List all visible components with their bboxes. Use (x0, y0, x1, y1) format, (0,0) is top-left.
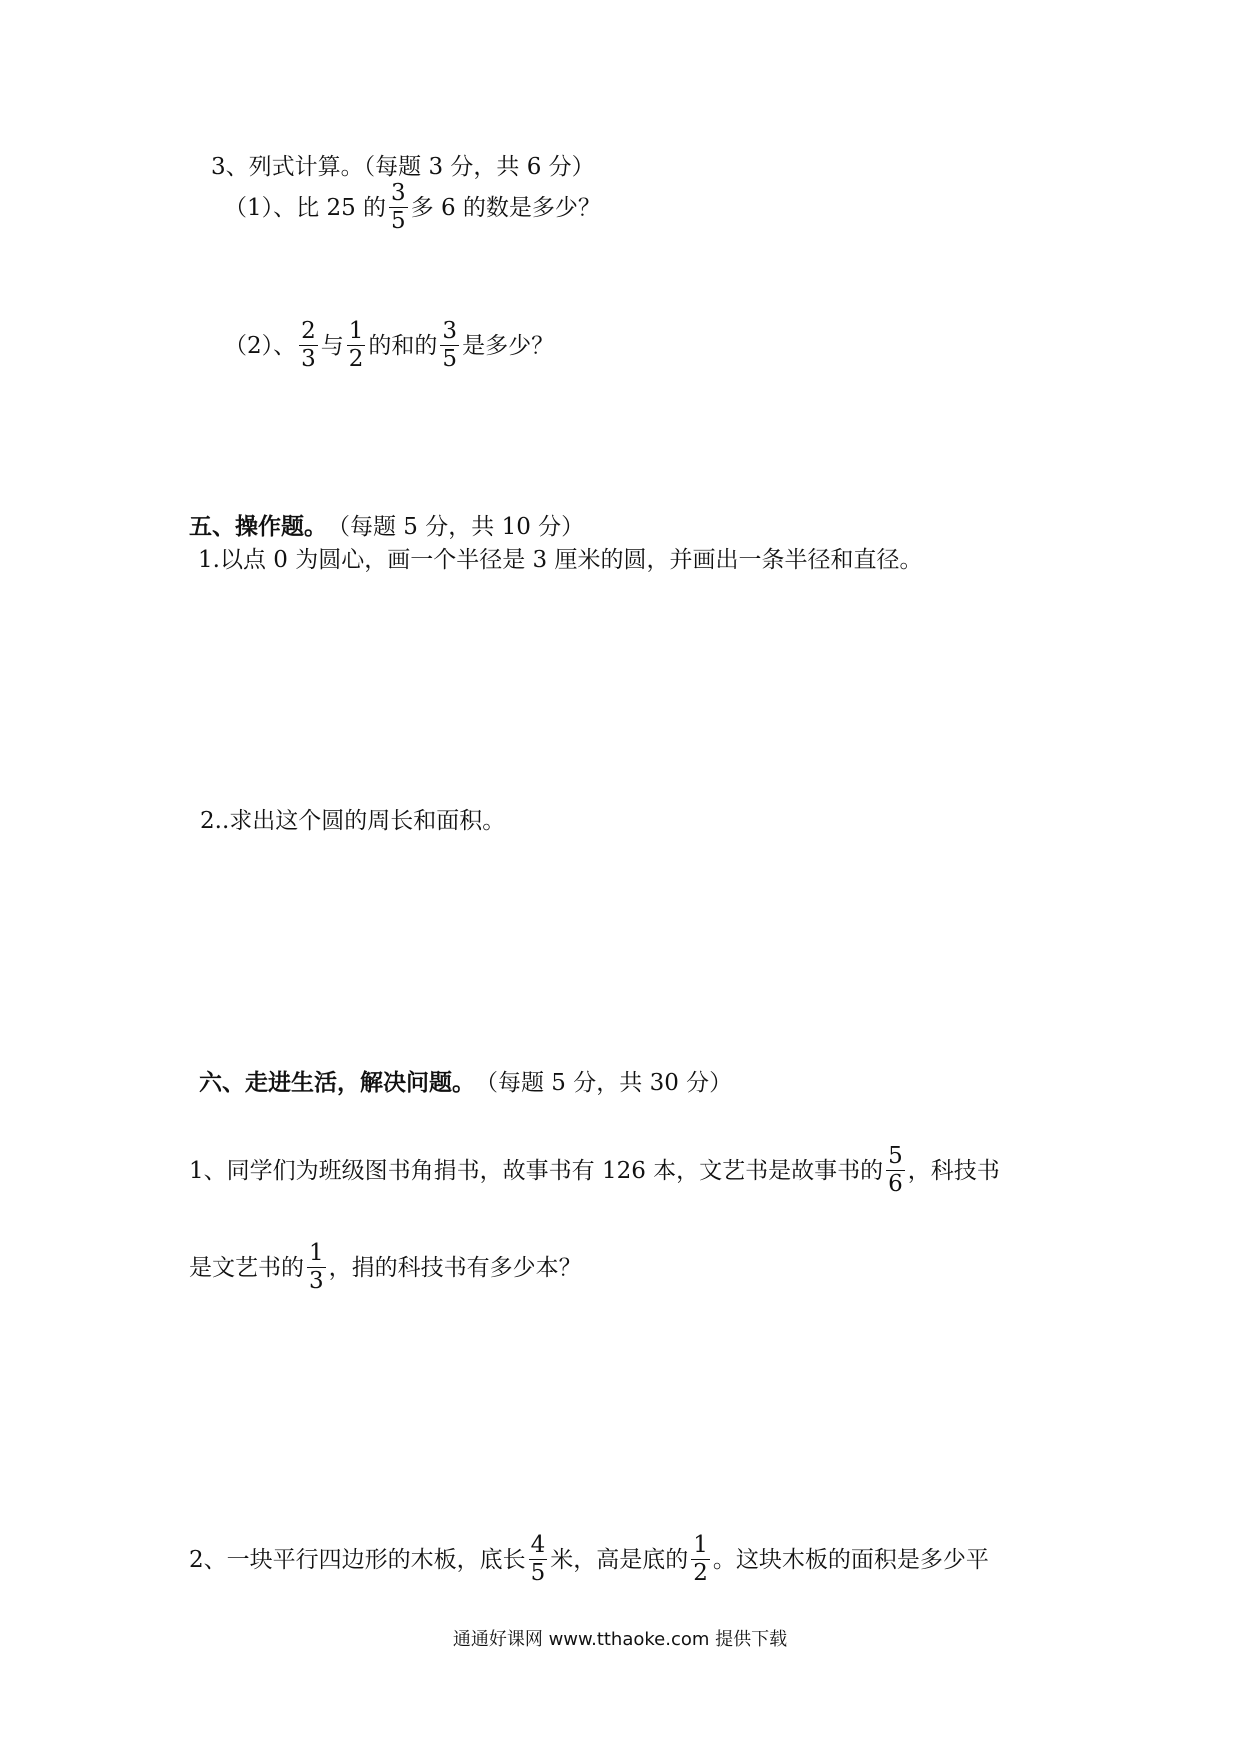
section-5-item-1 (198, 545, 922, 575)
fraction-denominator: 5 (530, 1560, 546, 1586)
section-5-heading (189, 512, 584, 542)
fraction-numerator: 3 (391, 180, 406, 206)
section-5-title: 五、操作题。 (189, 513, 327, 540)
section-6-title: 六、走进生活，解决问题。 (199, 1069, 475, 1096)
problem-2-suffix: 。这块木板的面积是多少平 (712, 1546, 989, 1573)
section-5-item-2 (200, 806, 505, 836)
problem-2 (189, 1532, 989, 1587)
section-6-heading (199, 1068, 732, 1098)
page-footer (0, 1625, 1240, 1651)
fraction (389, 180, 408, 235)
fraction-denominator: 2 (693, 1560, 708, 1586)
problem-1-line-1-suffix: ，科技书 (907, 1157, 1000, 1184)
fraction-numerator: 1 (693, 1532, 708, 1558)
problem-1-line-2-suffix: ，捐的科技书有多少本？ (328, 1254, 582, 1281)
fraction (299, 318, 318, 373)
fraction-denominator: 5 (391, 208, 406, 234)
q3-item-1-suffix: 多 6 的数是多少？ (410, 194, 601, 221)
problem-1-line-2 (189, 1240, 582, 1295)
fraction-numerator: 3 (442, 318, 458, 344)
fraction-numerator: 4 (530, 1532, 546, 1558)
footer-text: 通通好课网 www.tthaoke.com 提供下载 (452, 1629, 788, 1650)
problem-1-line-1 (189, 1143, 1000, 1198)
fraction-numerator: 5 (888, 1143, 903, 1169)
q3-title (211, 152, 595, 182)
fraction (440, 318, 459, 373)
fraction-denominator: 2 (348, 346, 364, 372)
fraction (347, 318, 366, 373)
problem-1-line-2-prefix: 是文艺书的 (189, 1254, 304, 1281)
fraction-denominator: 3 (309, 1268, 324, 1294)
q3-item-2-suffix: 是多少？ (462, 332, 555, 359)
q3-item-2 (224, 318, 554, 373)
fraction (529, 1532, 548, 1587)
section-5-item-1-text: 1.以点 0 为圆心，画一个半径是 3 厘米的圆，并画出一条半径和直径。 (198, 547, 923, 573)
fraction-denominator: 5 (442, 346, 458, 372)
problem-2-mid: 米，高是底的 (550, 1546, 689, 1573)
fraction-denominator: 3 (301, 346, 316, 372)
fraction-numerator: 1 (309, 1240, 324, 1266)
section-6-score: （每题 5 分，共 30 分） (475, 1070, 733, 1096)
q3-item-1 (224, 180, 601, 235)
q3-item-2-mid2: 的和的 (368, 332, 438, 359)
fraction (691, 1532, 710, 1587)
q3-item-2-prefix: （2）、 (224, 332, 297, 359)
fraction-numerator: 2 (301, 318, 316, 344)
problem-1-line-1-prefix: 1、同学们为班级图书角捐书，故事书有 126 本，文艺书是故事书的 (189, 1157, 884, 1184)
fraction (886, 1143, 905, 1198)
q3-item-2-mid1: 与 (320, 332, 344, 359)
q3-item-1-prefix: （1）、比 25 的 (224, 194, 387, 221)
section-5-item-2-text: 2..求出这个圆的周长和面积。 (200, 808, 506, 834)
fraction-numerator: 1 (348, 318, 364, 344)
fraction (307, 1240, 326, 1295)
section-5-score: （每题 5 分，共 10 分） (327, 514, 585, 540)
problem-2-prefix: 2、一块平行四边形的木板，底长 (189, 1546, 526, 1573)
q3-title-text: 3、列式计算。（每题 3 分，共 6 分） (211, 154, 595, 180)
fraction-denominator: 6 (888, 1171, 903, 1197)
